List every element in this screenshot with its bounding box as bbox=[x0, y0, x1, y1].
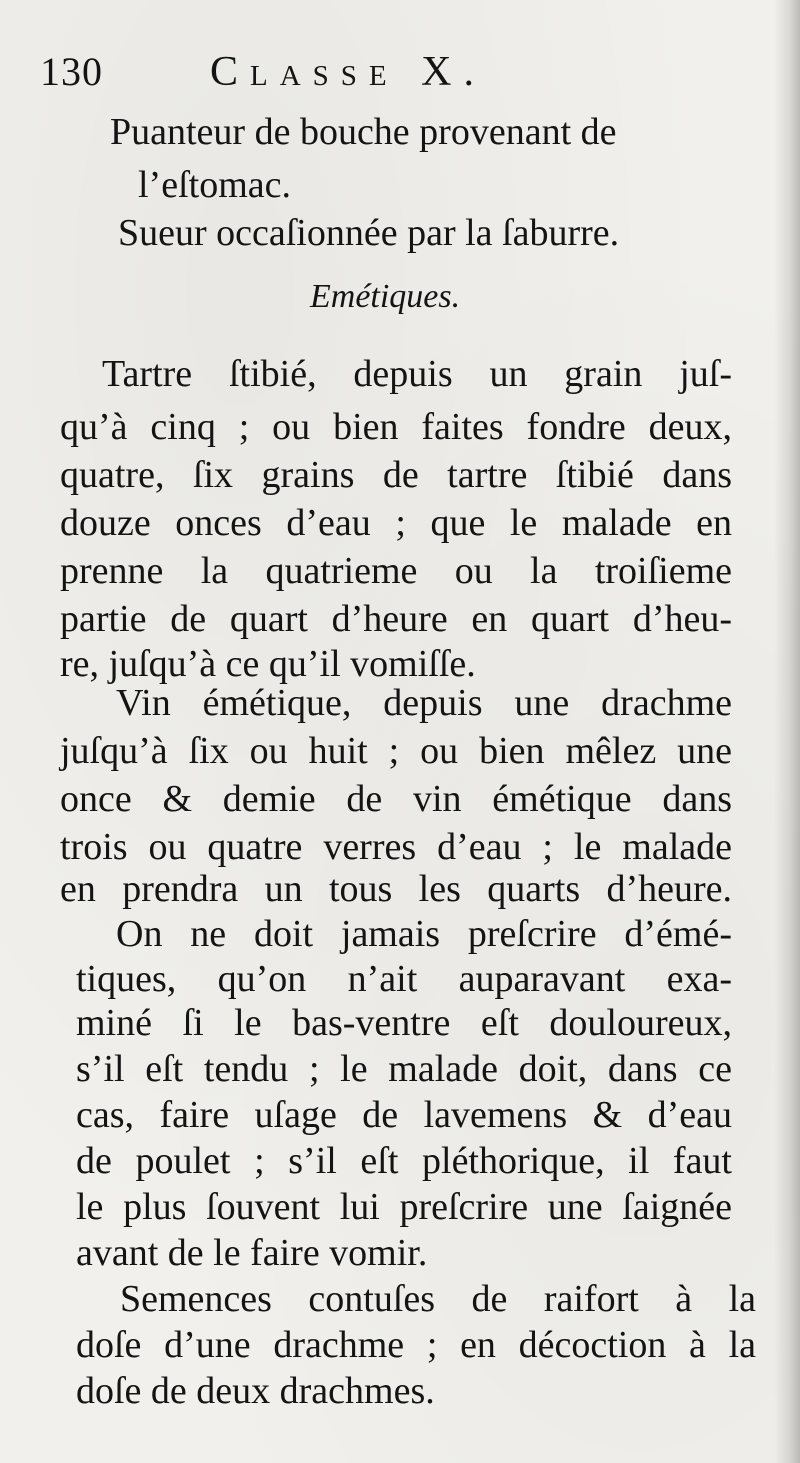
running-head: Classe X. bbox=[210, 49, 486, 95]
paragraph-line: On ne doit jamais preſcrire d’émé- bbox=[116, 913, 732, 955]
page-number: 130 bbox=[40, 49, 103, 94]
paragraph-line: Vin émétique, depuis une drachme bbox=[116, 682, 732, 724]
paragraph-line: Semences contuſes de raifort à la bbox=[120, 1278, 756, 1320]
paragraph-line: once & demie de vin émétique dans bbox=[60, 778, 732, 820]
paragraph-line: trois ou quatre verres d’eau ; le malade bbox=[60, 826, 732, 868]
symptom-line: Sueur occaſionnée par la ſaburre. bbox=[118, 212, 620, 254]
section-heading: Emétiques. bbox=[310, 278, 461, 315]
paragraph-line: douze onces d’eau ; que le malade en bbox=[60, 502, 732, 544]
symptom-line: l’eſtomac. bbox=[138, 164, 291, 206]
paragraph-line: prenne la quatrieme ou la troiſieme bbox=[60, 550, 732, 592]
paragraph-line: cas, faire uſage de lavemens & d’eau bbox=[76, 1094, 732, 1136]
paragraph-line: avant de le faire vomir. bbox=[76, 1232, 428, 1274]
paragraph-line: miné ſi le bas-ventre eſt douloureux, bbox=[76, 1002, 732, 1044]
paragraph-line: re, juſqu’à ce qu’il vomiſſe. bbox=[60, 643, 476, 685]
paragraph-line: Tartre ſtibié, depuis un grain juſ- bbox=[102, 353, 732, 395]
paragraph-line: qu’à cinq ; ou bien faites fondre deux, bbox=[60, 406, 732, 448]
symptom-line: Puanteur de bouche provenant de bbox=[110, 111, 617, 153]
paragraph-line: en prendra un tous les quarts d’heure. bbox=[60, 868, 732, 910]
paragraph-line: doſe de deux drachmes. bbox=[76, 1370, 435, 1412]
paragraph-line: de poulet ; s’il eſt pléthorique, il faut bbox=[76, 1140, 732, 1182]
page-edge-shadow bbox=[774, 0, 800, 1463]
paragraph-line: doſe d’une drachme ; en décoction à la bbox=[76, 1324, 756, 1366]
paragraph-line: juſqu’à ſix ou huit ; ou bien mêlez une bbox=[60, 730, 732, 772]
paragraph-line: partie de quart d’heure en quart d’heu- bbox=[60, 598, 732, 640]
page-header bbox=[40, 48, 740, 108]
paragraph-line: s’il eſt tendu ; le malade doit, dans ce bbox=[76, 1048, 732, 1090]
paragraph-line: quatre, ſix grains de tartre ſtibié dans bbox=[60, 454, 732, 496]
paragraph-line: le plus ſouvent lui preſcrire une ſaignée bbox=[76, 1186, 732, 1228]
paragraph-line: tiques, qu’on n’ait auparavant exa- bbox=[76, 958, 732, 1000]
